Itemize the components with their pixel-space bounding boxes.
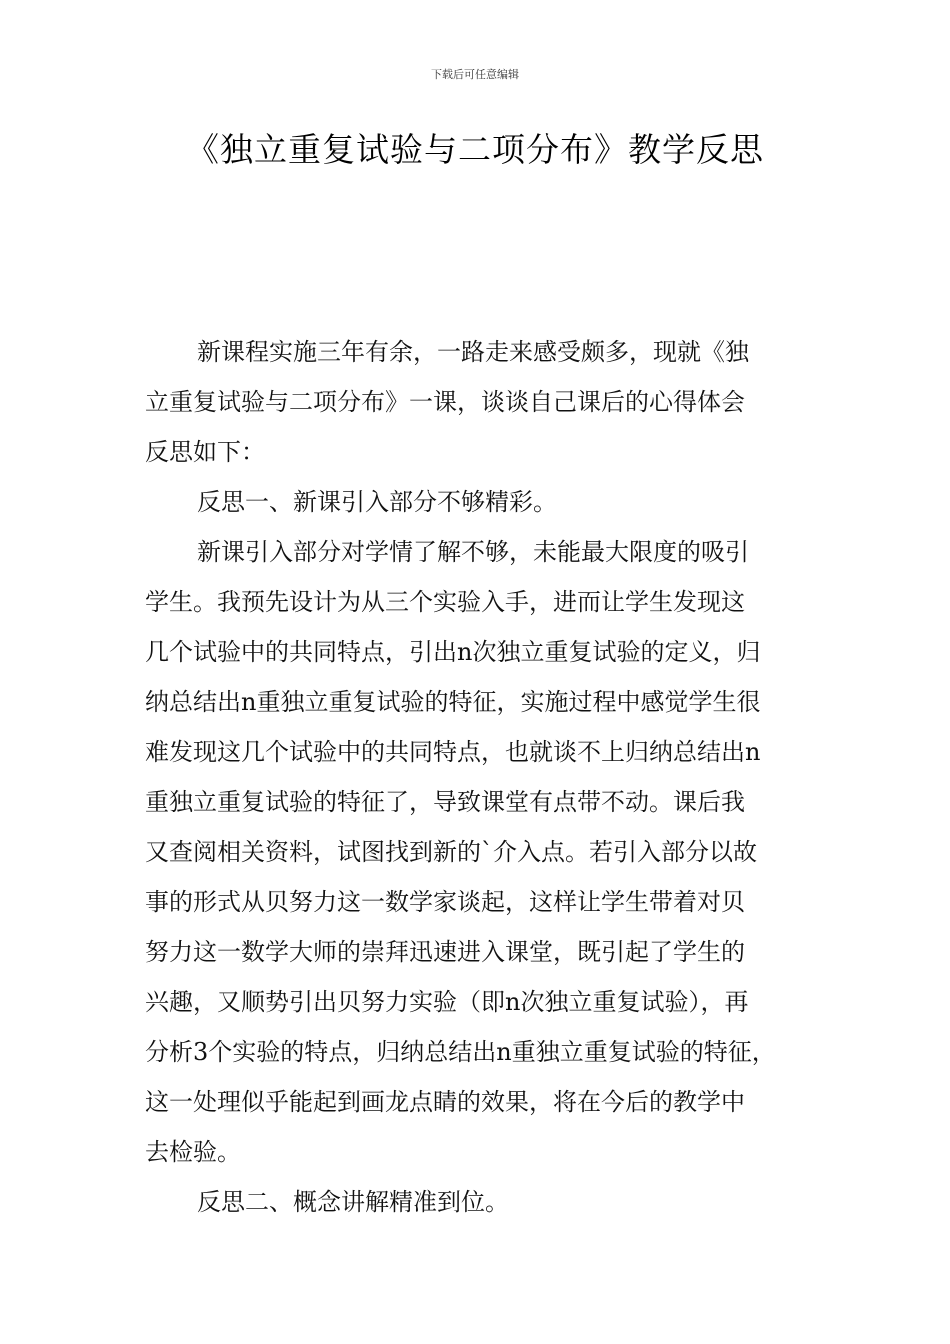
paragraph-line: 又查阅相关资料，试图找到新的`介入点。若引入部分以故 — [145, 838, 757, 866]
document-body — [145, 327, 825, 1227]
document-title: 《独立重复试验与二项分布》教学反思 — [186, 130, 764, 169]
paragraph-line: 分析3个实验的特点，归纳总结出n重独立重复试验的特征， — [145, 1038, 776, 1066]
paragraph-line: 新课引入部分对学情了解不够，未能最大限度的吸引 — [197, 538, 749, 566]
section-heading: 反思二、概念讲解精准到位。 — [197, 1188, 509, 1216]
paragraph-line: 兴趣，又顺势引出贝努力实验（即n次独立重复试验），再 — [145, 988, 749, 1016]
header-note: 下载后可任意编辑 — [431, 68, 519, 81]
paragraph-line: 难发现这几个试验中的共同特点，也就谈不上归纳总结出n — [145, 738, 761, 766]
paragraph-line: 去检验。 — [145, 1138, 241, 1166]
paragraph-line: 立重复试验与二项分布》一课，谈谈自己课后的心得体会 — [145, 388, 745, 416]
section-heading: 反思一、新课引入部分不够精彩。 — [197, 488, 557, 516]
paragraph-line: 新课程实施三年有余，一路走来感受颇多，现就《独 — [197, 338, 749, 366]
paragraph-line: 努力这一数学大师的崇拜迅速进入课堂，既引起了学生的 — [145, 938, 745, 966]
paragraph-line: 学生。我预先设计为从三个实验入手，进而让学生发现这 — [145, 588, 745, 616]
paragraph-line: 纳总结出n重独立重复试验的特征，实施过程中感觉学生很 — [145, 688, 761, 716]
paragraph-line: 反思如下： — [145, 438, 265, 466]
paragraph-line: 事的形式从贝努力这一数学家谈起，这样让学生带着对贝 — [145, 888, 745, 916]
paragraph-line: 这一处理似乎能起到画龙点睛的效果，将在今后的教学中 — [145, 1088, 745, 1116]
paragraph-line: 重独立重复试验的特征了，导致课堂有点带不动。课后我 — [145, 788, 745, 816]
paragraph-line: 几个试验中的共同特点，引出n次独立重复试验的定义，归 — [145, 638, 761, 666]
